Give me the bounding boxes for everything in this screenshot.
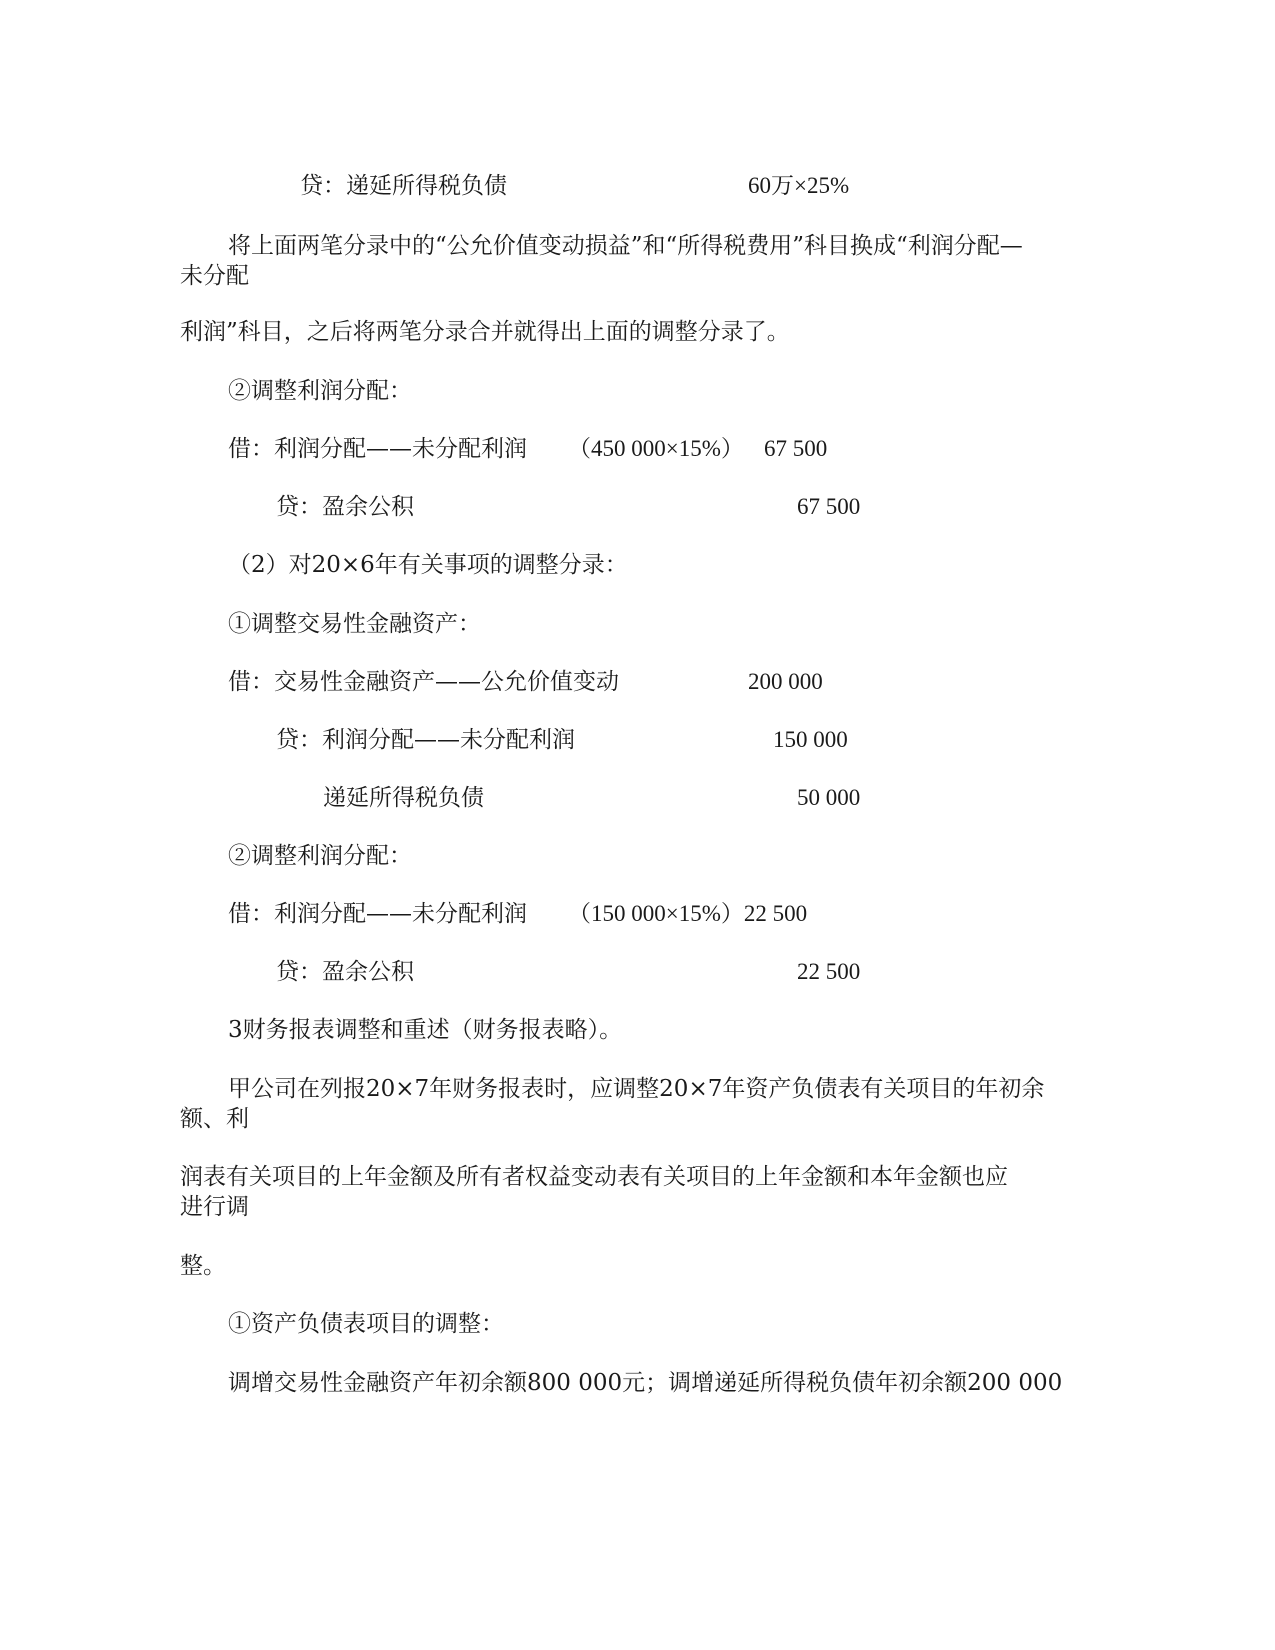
paragraph-line: 调增交易性金融资产年初余额800 000元；调增递延所得税负债年初余额200 000 [228, 1370, 1063, 1396]
entry-debit-line: 借：交易性金融资产——公允价值变动 [228, 669, 619, 695]
section-heading: ①资产负债表项目的调整： [228, 1311, 504, 1337]
paragraph-line: 额、利 [180, 1106, 249, 1132]
entry-credit-line: 贷：利润分配——未分配利润 [276, 727, 575, 753]
amount-text: 150 000 [773, 727, 848, 752]
entry-credit-line: 贷：盈余公积 [276, 959, 414, 985]
paragraph-line: 整。 [180, 1253, 226, 1279]
section-heading: ①调整交易性金融资产： [228, 611, 481, 637]
paragraph-line: 未分配 [180, 263, 249, 289]
section-heading: （2）对20×6年有关事项的调整分录： [228, 552, 628, 578]
text-line [300, 172, 507, 200]
paragraph-line: 甲公司在列报20×7年财务报表时，应调整20×7年资产负债表有关项目的年初余 [228, 1076, 1045, 1102]
amount-text: 22 500 [797, 959, 861, 984]
entry-credit-line: 贷：盈余公积 [276, 494, 414, 520]
paragraph-line: 将上面两笔分录中的“公允价值变动损益”和“所得税费用”科目换成“利润分配— [228, 233, 1023, 259]
section-heading: ②调整利润分配： [228, 843, 412, 869]
amount-text: 200 000 [748, 669, 823, 694]
entry-debit-line: 借：利润分配——未分配利润 [228, 901, 527, 927]
paragraph-line: 进行调 [180, 1194, 249, 1220]
amount-text: 67 500 [764, 436, 828, 461]
paragraph-line: 润表有关项目的上年金额及所有者权益变动表有关项目的上年金额和本年金额也应 [180, 1164, 1008, 1190]
entry-credit-deferred-tax: 贷：递延所得税负债 [300, 173, 507, 199]
calc-text: （450 000×15%） [568, 436, 744, 461]
amount-text: 60万×25% [748, 173, 850, 198]
section-heading: ②调整利润分配： [228, 378, 412, 404]
paragraph-line: 利润”科目，之后将两笔分录合并就得出上面的调整分录了。 [180, 319, 790, 345]
entry-credit-line: 递延所得税负债 [323, 785, 484, 811]
entry-debit-line: 借：利润分配——未分配利润 [228, 436, 527, 462]
section-heading: 3财务报表调整和重述（财务报表略）。 [228, 1017, 623, 1043]
amount-text: 67 500 [797, 494, 861, 519]
amount-text: 50 000 [797, 785, 861, 810]
calc-amount-text: （150 000×15%）22 500 [568, 901, 808, 926]
